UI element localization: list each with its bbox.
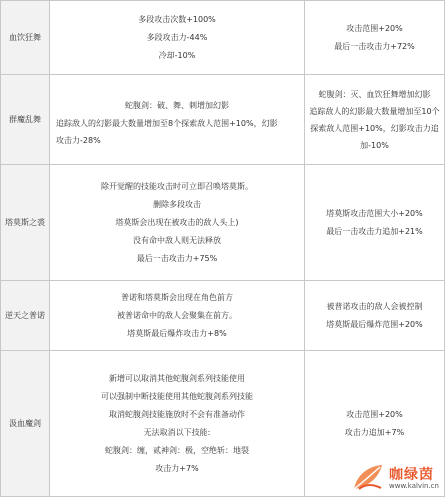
skill-effect-a [50,75,305,165]
skill-name: 群魔乱舞 [1,75,50,165]
effect-line: 探索敌人范围+10%，幻影攻击力追 [310,123,439,133]
effect-line: 加-10% [360,140,389,150]
effect-line: 最后一击攻击力追加+21% [326,227,423,236]
skill-effect-b [305,165,445,281]
effect-line: 多段攻击次数+100% [138,15,216,24]
skill-name: 逆天之普诺 [1,281,50,351]
effect-line: 塔莫斯会出现在被攻击的敌人头上) [115,218,239,227]
effect-line: 蛇腹剑：破、舞、刺增加幻影 [125,101,229,110]
effect-line: 塔莫斯攻击范围大小+20% [326,209,423,218]
skill-effect-a [50,351,305,497]
skill-effect-a [50,165,305,281]
effect-line: 除开觉醒的技能攻击时可立即召唤塔莫斯。 [101,182,253,191]
effect-line: 删除多段攻击 [153,200,201,209]
effect-line: 最后一击攻击力+75% [136,254,218,263]
effect-line: 新增可以取消其他蛇腹剑系列技能使用 [109,374,245,383]
effect-line: 追踪敌人的幻影最大数量增加至8个探索敌人范围+10%，幻影 [56,119,278,128]
skill-name: 血饮狂舞 [1,1,50,75]
skill-effect-a [50,1,305,75]
effect-line: 冷却-10% [158,51,196,60]
effect-line: 被普诺命中的敌人会聚集在前方。 [117,311,237,320]
watermark-url: www.kalvin.cn [389,482,439,490]
effect-line: 无法取消以下技能: [143,428,211,437]
effect-line: 多段攻击力-44% [146,33,208,42]
effect-line: 蛇腹剑：缠，贰神剑：极，空绝斩：地裂 [105,446,249,455]
effect-line: 可以强制中断技能使用其他蛇腹剑系列技能 [101,392,253,401]
skill-name: 汲血魔剑 [1,351,50,497]
skill-name: 塔莫斯之裘 [1,165,50,281]
effect-line: 攻击范围+20% [346,410,403,419]
table-row [1,75,445,165]
skill-effect-b [305,281,445,351]
effect-line: 攻击力+7% [155,464,199,473]
effect-line: 攻击力-28% [56,136,101,145]
effect-line: 最后一击攻击力+72% [334,42,415,51]
effect-line: 塔莫斯最后爆炸范围+20% [326,320,423,329]
effect-line: 攻击力追加+7% [344,428,405,437]
skill-effect-a [50,281,305,351]
effect-line: 取消蛇腹剑技能施放时不会有准备动作 [109,410,245,419]
watermark-text: 咖绿茵 [389,467,434,483]
skill-effect-b [305,1,445,75]
effect-line: 被普诺攻击的敌人会被控制 [326,302,423,311]
skill-effect-b [305,75,445,165]
effect-line: 普诺和塔莫斯会出现在角色前方 [121,293,233,302]
site-watermark [351,462,441,492]
effect-line: 蛇腹剑：灭、血饮狂舞增加幻影 [318,89,431,99]
table-row [1,1,445,75]
effect-line: 塔莫斯最后爆炸攻击力+8% [127,329,227,338]
effect-line: 没有命中敌人则无法释放 [133,236,221,245]
table-row [1,165,445,281]
leaf-logo-icon [351,462,385,492]
effect-line: 追踪敌人的幻影最大数量增加至10个 [309,106,440,116]
effect-line: 攻击范围+20% [346,24,403,33]
table-row [1,281,445,351]
